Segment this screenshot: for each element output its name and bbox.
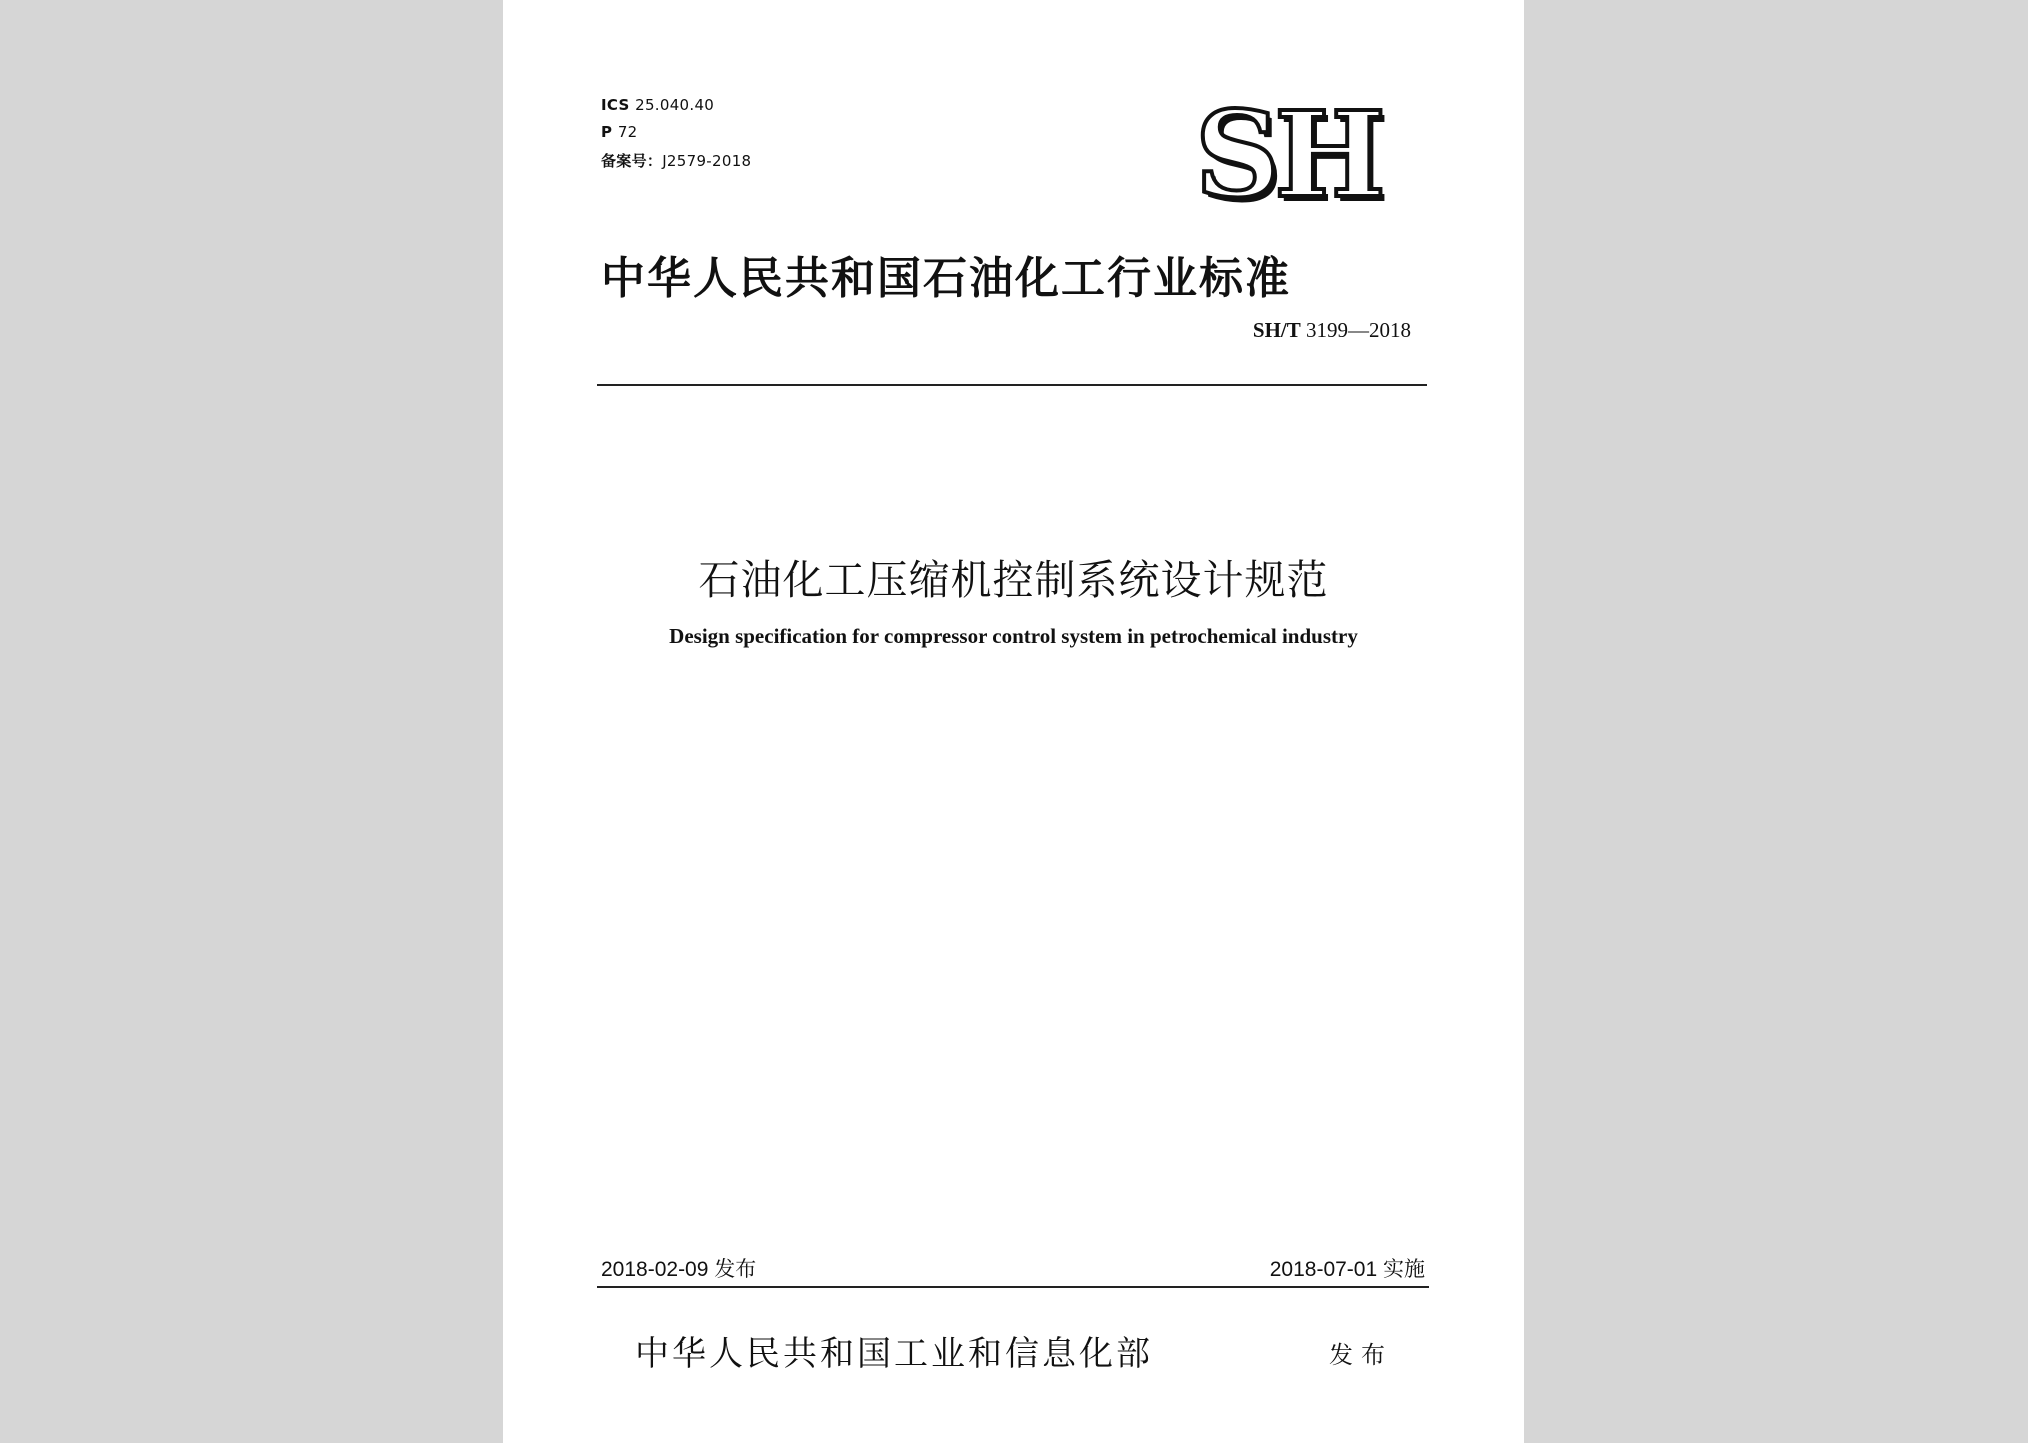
filing-value: J2579-2018 [662, 152, 752, 170]
implementation-date: 2018-07-01 实施 [1269, 1258, 1425, 1281]
document-subtitle: Design specification for compressor control system in petrochemical industry [669, 624, 1358, 648]
ics-value: 25.040.40 [635, 96, 715, 114]
ics-code [601, 96, 714, 114]
class-code [601, 123, 638, 141]
document-page [503, 0, 1524, 1443]
filing-number [601, 150, 751, 171]
class-label: P [601, 123, 613, 141]
class-value: 72 [617, 123, 638, 141]
issuing-authority-suffix: 发布 [1329, 1341, 1393, 1369]
standard-number-value: 3199—2018 [1306, 318, 1411, 342]
ics-label: ICS [601, 96, 630, 114]
bottom-divider [597, 1286, 1429, 1288]
standard-number [1253, 318, 1411, 343]
issue-date: 2018-02-09 发布 [601, 1258, 757, 1281]
filing-label: 备案号： [601, 152, 663, 170]
top-divider [597, 384, 1427, 386]
issuing-authority: 中华人民共和国工业和信息化部 [635, 1334, 1153, 1374]
document-title: 石油化工压缩机控制系统设计规范 [698, 556, 1329, 604]
sh-logo: SH [1195, 85, 1380, 224]
standard-title: 中华人民共和国石油化工行业标准 [601, 253, 1291, 304]
standard-number-prefix: SH/T [1252, 318, 1301, 342]
